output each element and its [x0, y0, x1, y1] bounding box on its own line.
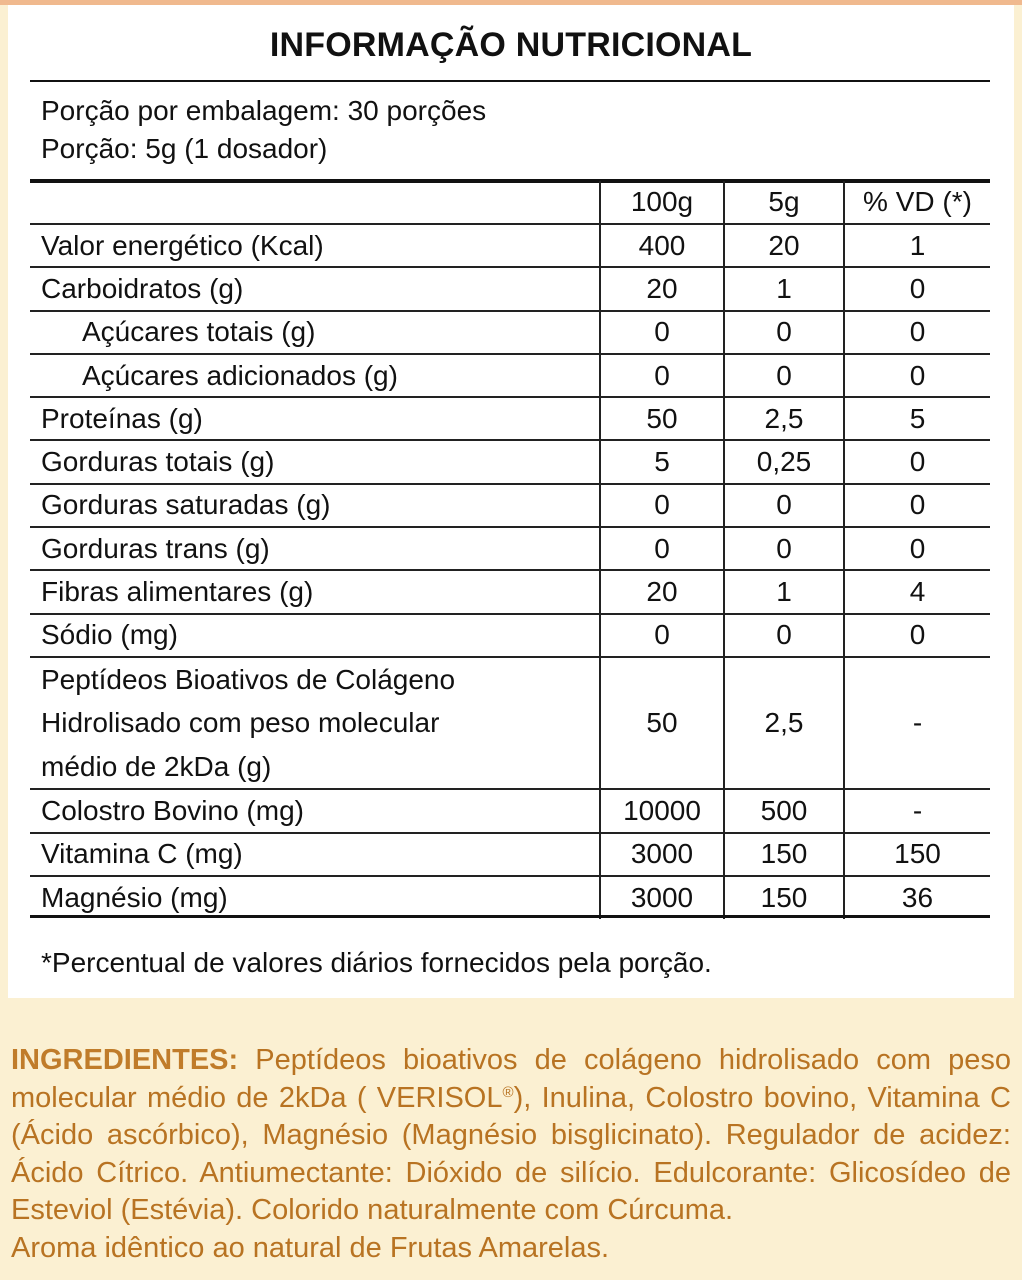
value-100g: 0 [600, 354, 724, 397]
ingredients-text-part1: Peptídeos bioativos de colágeno hidrolisado com peso molecular médio de 2kDa ( VERISOL [11, 1044, 1011, 1114]
row-label: Colostro Bovino (mg) [30, 789, 600, 832]
table-row [30, 614, 990, 657]
value-vd: 0 [844, 614, 990, 657]
row-label: Magnésio (mg) [41, 882, 228, 914]
table-row [30, 527, 990, 570]
servings-per-package: Porção por embalagem: 30 porções [41, 95, 487, 126]
row-label: Gorduras trans (g) [30, 527, 600, 570]
row-label-line: Hidrolisado com peso molecular [41, 707, 440, 739]
serving-size: Porção: 5g (1 dosador) [41, 133, 328, 164]
value-5g: 1 [724, 267, 844, 310]
value-100g: 50 [600, 657, 724, 790]
table-row [30, 440, 990, 483]
value-vd: - [844, 789, 990, 832]
row-label-line: Peptídeos Bioativos de Colágeno [41, 663, 456, 695]
row-label: Vitamina C (mg) [30, 833, 600, 876]
footnote: *Percentual de valores diários fornecidos pela porção. [41, 947, 712, 978]
value-100g: 0 [600, 527, 724, 570]
table-row [30, 484, 990, 527]
value-100g: 50 [600, 397, 724, 440]
title-divider [30, 80, 990, 82]
header-100g: 100g [600, 181, 724, 224]
value-vd: 36 [844, 876, 990, 919]
row-label: Gorduras totais (g) [30, 440, 600, 483]
ingredients-text-part2: ), Inulina, Colostro bovino, Vitamina C (Ácido ascórbico), Magnésio (Magnésio bisglicinato). Regulador de acidez: Ácido Cítrico. Antiumectante: Dióxido de silício. Edulcorante: Glicosídeo de Esteviol (Estévia). Colorido naturalmente com Cúrcuma. [11, 1081, 1012, 1226]
table-row [30, 311, 990, 354]
value-5g: 0 [724, 527, 844, 570]
table-row [30, 833, 990, 876]
row-label [30, 657, 600, 790]
value-vd: 0 [844, 527, 990, 570]
table-row [30, 224, 990, 267]
value-5g: 150 [724, 876, 844, 919]
value-100g: 0 [600, 311, 724, 354]
value-100g: 20 [600, 267, 724, 310]
value-5g: 150 [724, 833, 844, 876]
value-vd: - [844, 657, 990, 790]
value-5g: 2,5 [724, 397, 844, 440]
value-100g: 10000 [600, 789, 724, 832]
registered-mark: ® [502, 1083, 514, 1101]
value-vd: 0 [844, 354, 990, 397]
row-label: Açúcares adicionados (g) [30, 354, 600, 397]
table-bottom-rule [30, 915, 990, 918]
value-vd: 4 [844, 570, 990, 613]
value-5g: 0 [724, 311, 844, 354]
value-100g: 3000 [600, 833, 724, 876]
value-vd: 150 [844, 833, 990, 876]
header-vd: % VD (*) [844, 181, 990, 224]
table-row [30, 657, 990, 790]
nutrition-table [30, 181, 990, 919]
row-label: Valor energético (Kcal) [30, 224, 600, 267]
row-label: Açúcares totais (g) [30, 311, 600, 354]
value-5g: 0 [724, 614, 844, 657]
value-100g: 0 [600, 614, 724, 657]
value-100g: 0 [600, 484, 724, 527]
ingredients-last-line: Aroma idêntico ao natural de Frutas Amarelas. [11, 1231, 610, 1264]
table-row [30, 267, 990, 310]
table-row [30, 397, 990, 440]
value-100g: 5 [600, 440, 724, 483]
value-5g: 0 [724, 484, 844, 527]
row-label: Gorduras saturadas (g) [30, 484, 600, 527]
value-vd: 5 [844, 397, 990, 440]
value-vd: 0 [844, 440, 990, 483]
table-row [30, 354, 990, 397]
header-5g: 5g [724, 181, 844, 224]
row-label: Fibras alimentares (g) [30, 570, 600, 613]
value-100g: 400 [600, 224, 724, 267]
value-5g: 1 [724, 570, 844, 613]
value-5g: 0,25 [724, 440, 844, 483]
value-vd: 0 [844, 311, 990, 354]
table-row [30, 876, 990, 919]
table-row [30, 789, 990, 832]
value-5g: 2,5 [724, 657, 844, 790]
value-vd: 0 [844, 267, 990, 310]
value-5g: 500 [724, 789, 844, 832]
value-5g: 0 [724, 354, 844, 397]
value-100g: 3000 [600, 876, 724, 919]
table-header-row [30, 181, 990, 224]
table-row [30, 570, 990, 613]
value-5g: 20 [724, 224, 844, 267]
ingredients-label: INGREDIENTES: [11, 1044, 239, 1076]
value-100g: 20 [600, 570, 724, 613]
value-vd: 1 [844, 224, 990, 267]
nutrition-title: INFORMAÇÃO NUTRICIONAL [269, 26, 753, 64]
header-blank [30, 181, 600, 224]
row-label-line: médio de 2kDa (g) [41, 750, 272, 782]
value-vd: 0 [844, 484, 990, 527]
ingredients-paragraph [11, 1042, 1011, 1267]
row-label: Carboidratos (g) [30, 267, 600, 310]
row-label: Sódio (mg) [30, 614, 600, 657]
row-label: Proteínas (g) [30, 397, 600, 440]
